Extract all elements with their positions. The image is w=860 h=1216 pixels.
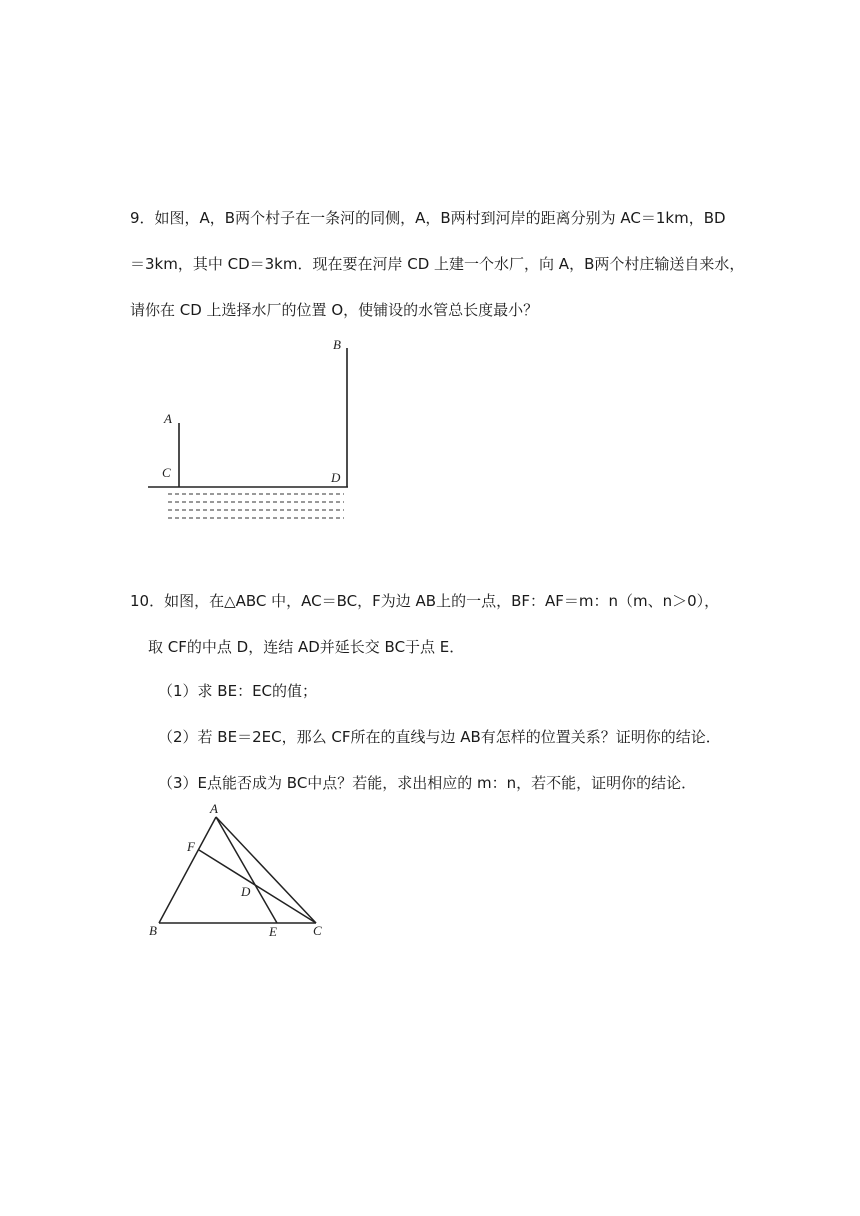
side-ab <box>159 817 216 923</box>
q10-line-1: 10．如图，在△ABC 中，AC＝BC，F为边 AB上的一点，BF：AF＝m：n（m、n＞0）， <box>130 592 720 610</box>
label-b: B <box>149 923 157 938</box>
label-e: E <box>269 924 277 939</box>
q9-line-2: ＝3km，其中 CD＝3km．现在要在河岸 CD 上建一个水厂，向 A，B两个村庄输送自来水， <box>130 255 745 273</box>
q10-part-3: （3）E点能否成为 BC中点？若能，求出相应的 m：n，若不能，证明你的结论． <box>158 774 697 792</box>
q10-part-2: （2）若 BE＝2EC，那么 CF所在的直线与边 AB有怎样的位置关系？证明你的结论． <box>158 728 721 746</box>
label-f: F <box>187 839 195 854</box>
q9-line-1: 9．如图，A，B两个村子在一条河的同侧，A，B两村到河岸的距离分别为 AC＝1km，BD <box>130 209 726 227</box>
label-a: A <box>210 801 218 816</box>
q10-line-2: 取 CF的中点 D，连结 AD并延长交 BC于点 E． <box>148 638 465 656</box>
river-water-dashes <box>168 494 344 518</box>
label-c: C <box>313 923 322 938</box>
label-a: A <box>164 411 172 426</box>
label-c: C <box>162 465 171 480</box>
label-d: D <box>241 884 251 899</box>
q9-river-figure <box>140 330 370 530</box>
q10-part-1: （1）求 BE：EC的值； <box>158 682 318 700</box>
q10-triangle-figure <box>140 800 340 945</box>
q9-line-3: 请你在 CD 上选择水厂的位置 O，使铺设的水管总长度最小？ <box>130 301 539 319</box>
segment-ae <box>216 817 277 923</box>
label-d: D <box>331 470 341 485</box>
label-b: B <box>333 337 341 352</box>
